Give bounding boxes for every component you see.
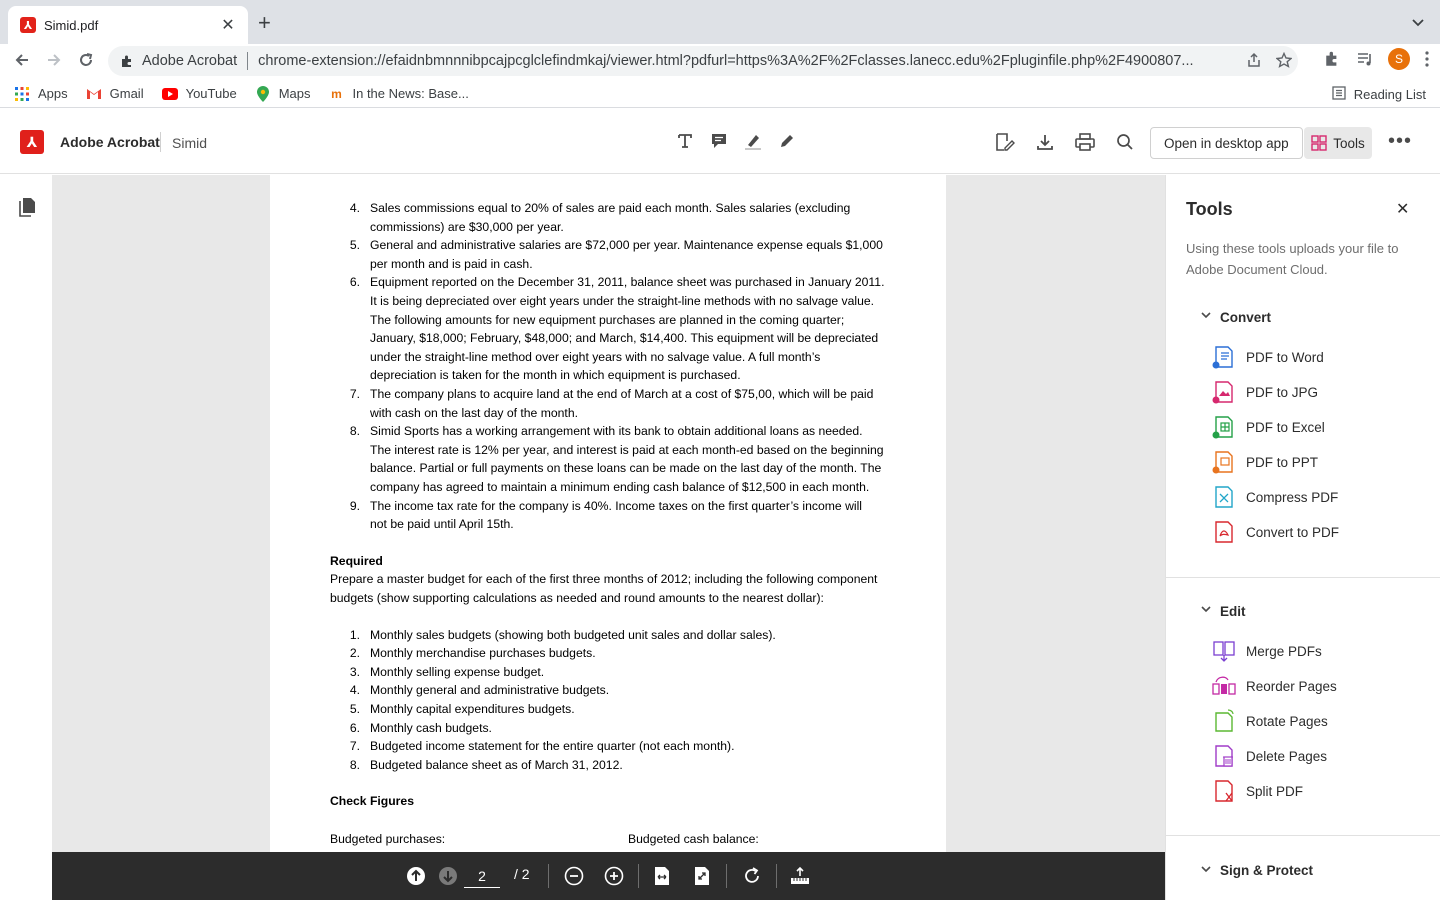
list-item-text: under the straight-line method over eight years with no salvage value. A full month’s: [370, 349, 821, 364]
highlight-icon[interactable]: [742, 130, 764, 152]
app-name: Adobe Acrobat: [60, 134, 160, 150]
pagebar-divider: [638, 864, 639, 888]
list-item-text: Monthly cash budgets.: [370, 720, 492, 735]
list-item-number: 8.: [349, 424, 360, 439]
comment-icon[interactable]: [708, 130, 730, 152]
tool-item-label: Split PDF: [1246, 783, 1304, 799]
convert-to-pdf-icon: [1212, 520, 1236, 544]
omnibox-separator: [247, 52, 248, 70]
omnibox-url: chrome-extension://efaidnbmnnnibpcajpcglclefindmkaj/viewer.html?pdfurl=https%3A%2F%2Fclasses.lanecc.edu%2Fpluginfile.php%2F4900807...: [258, 53, 1194, 69]
tool-item-label: PDF to Excel: [1246, 419, 1325, 435]
extensions-icon[interactable]: [1324, 50, 1342, 68]
list-item-number: 8.: [349, 757, 360, 772]
list-item-text: per month and is paid in cash.: [370, 256, 533, 271]
list-item-text: Budgeted balance sheet as of March 31, 2012.: [370, 757, 623, 772]
bookmark-in-the-news[interactable]: [328, 86, 468, 102]
list-item-text: Budgeted income statement for the entire quarter (not each month).: [370, 739, 735, 754]
bookmark-label: Apps: [38, 86, 68, 101]
pagebar-divider: [726, 864, 727, 888]
page-navigation-bar: [52, 852, 1165, 900]
total-pages: / 2: [514, 866, 530, 882]
rotate-pages-icon: [1212, 709, 1236, 733]
maps-icon: [255, 86, 271, 102]
tools-section-0[interactable]: Convert: [1220, 310, 1272, 325]
more-options-icon[interactable]: •••: [1388, 130, 1413, 152]
news-site-icon: m: [331, 86, 342, 101]
search-icon[interactable]: [1114, 131, 1136, 153]
tool-item[interactable]: [1212, 345, 1324, 369]
forward-arrow-icon[interactable]: [42, 48, 66, 72]
extension-puzzle-icon: [120, 54, 134, 68]
tool-item[interactable]: [1212, 415, 1325, 439]
tab-search-chevron-icon[interactable]: [1410, 14, 1426, 30]
list-item-text: Monthly general and administrative budgets.: [370, 683, 610, 698]
bookmark-label: Gmail: [109, 86, 144, 101]
list-item-text: The income tax rate for the company is 40%. Income taxes on the first quarter’s income will: [370, 498, 863, 513]
tools-grid-icon: [1311, 135, 1327, 151]
list-item-text: commissions) are $30,000 per year.: [370, 219, 564, 234]
bookmarks-bar: [0, 80, 1440, 108]
bookmark-label: In the News: Base...: [352, 86, 469, 101]
tool-item-label: Convert to PDF: [1246, 524, 1340, 540]
section-heading: Check Figures: [330, 794, 414, 809]
reading-list-label: Reading List: [1353, 87, 1426, 102]
print-icon[interactable]: [1074, 131, 1096, 153]
tools-section-2[interactable]: Sign & Protect: [1220, 863, 1314, 878]
list-item-number: 5.: [349, 238, 360, 253]
reload-icon[interactable]: [74, 48, 98, 72]
chevron-down-icon[interactable]: [1200, 309, 1212, 321]
share-icon[interactable]: [1246, 52, 1262, 68]
list-item-text: The following amounts for new equipment purchases are planned in the coming quarter;: [370, 312, 845, 327]
list-item-text: Monthly merchandise purchases budgets.: [370, 646, 596, 661]
tool-item-label: Compress PDF: [1246, 489, 1339, 505]
download-icon[interactable]: [1034, 131, 1056, 153]
list-item-number: 4.: [349, 201, 360, 215]
tool-item[interactable]: [1212, 709, 1328, 733]
gmail-icon: [86, 86, 102, 102]
list-item-number: 9.: [349, 498, 360, 513]
pdf-page: [270, 175, 946, 852]
list-item-text: It is being depreciated over eight years under the straight-line methods with no salvage value.: [370, 294, 875, 308]
tool-item[interactable]: [1212, 639, 1322, 663]
rotate-icon[interactable]: [740, 864, 764, 888]
document-actions: [994, 131, 1136, 153]
tool-item-label: Merge PDFs: [1246, 643, 1322, 659]
tab-close-icon[interactable]: ✕: [221, 17, 235, 34]
bookmark-apps[interactable]: [14, 86, 68, 102]
chevron-down-icon[interactable]: [1200, 603, 1212, 615]
tool-item-label: Delete Pages: [1246, 748, 1328, 764]
reorder-pages-icon: [1212, 674, 1236, 698]
pagebar-divider: [776, 864, 777, 888]
document-name: Simid: [172, 135, 208, 151]
address-bar[interactable]: [108, 46, 1298, 76]
toolbar-right-actions: [1324, 48, 1430, 70]
list-item-text: depreciation is taken for the month in which equipment is purchased.: [370, 368, 741, 383]
pdf-to-word-icon: [1212, 345, 1236, 369]
media-control-icon[interactable]: [1356, 50, 1374, 68]
check-figure-label: Budgeted cash balance:: [628, 831, 759, 846]
youtube-icon: [162, 86, 178, 102]
annotation-tools: [674, 130, 798, 152]
section-divider: [1166, 835, 1440, 836]
list-item-text: The company plans to acquire land at the end of March at a cost of $75,00, which will be paid: [370, 387, 874, 401]
chevron-down-icon[interactable]: [1200, 863, 1212, 875]
close-icon[interactable]: ✕: [1396, 201, 1410, 218]
next-page-icon[interactable]: [436, 864, 460, 888]
page-display-icon[interactable]: [788, 864, 812, 888]
acrobat-header: [0, 110, 1440, 174]
tool-item[interactable]: [1212, 779, 1303, 803]
list-item-text: company has agreed to maintain a minimum ending cash balance of $12,500 in each month.: [370, 480, 870, 494]
add-text-icon[interactable]: [674, 130, 696, 152]
list-item-number: 6.: [349, 275, 360, 290]
list-item-number: 7.: [349, 387, 360, 401]
tool-item-label: PDF to Word: [1246, 349, 1324, 365]
new-tab-icon[interactable]: +: [258, 10, 271, 35]
tab-strip: [0, 0, 1440, 44]
list-item-text: The interest rate is 12% per year, and interest is paid at each month-ed based on the beginning: [370, 442, 884, 457]
merge-pdfs-icon: [1212, 639, 1236, 663]
apps-grid-icon: [14, 86, 30, 102]
compress-pdf-icon: [1212, 485, 1236, 509]
fit-width-icon[interactable]: [650, 864, 674, 888]
list-item-text: General and administrative salaries are $72,000 per year. Maintenance expense equals $1,000: [370, 238, 883, 253]
tools-section-1[interactable]: Edit: [1220, 604, 1246, 619]
profile-avatar[interactable]: S: [1388, 48, 1410, 70]
tab-title: Simid.pdf: [44, 17, 99, 33]
list-item-text: Sales commissions equal to 20% of sales are paid each month. Sales salaries (excluding: [370, 201, 851, 215]
pagebar-divider: [548, 864, 549, 888]
pdf-to-ppt-icon: [1212, 450, 1236, 474]
tool-item[interactable]: [1212, 380, 1318, 404]
tool-item-label: PDF to PPT: [1246, 454, 1319, 470]
pdf-to-excel-icon: [1212, 415, 1236, 439]
browser-toolbar: [0, 44, 1440, 76]
list-item-text: not be paid until April 15th.: [370, 517, 514, 532]
tool-item-label: PDF to JPG: [1246, 384, 1319, 400]
list-item-number: 5.: [349, 702, 360, 716]
zoom-in-icon[interactable]: [602, 864, 626, 888]
list-item-text: balance. Partial or full payments on these loans can be made on the last day of the month. The: [370, 461, 882, 476]
list-item-number: 6.: [349, 720, 360, 735]
list-item-number: 4.: [349, 683, 360, 698]
bookmark-youtube[interactable]: [162, 86, 237, 102]
bookmark-maps[interactable]: [255, 86, 311, 102]
bookmark-label: Maps: [278, 86, 311, 101]
tool-item[interactable]: [1212, 520, 1339, 544]
delete-pages-icon: [1212, 744, 1236, 768]
paragraph-text: budgets (show supporting calculations as needed and round amounts to the nearest dollar):: [330, 591, 824, 605]
fill-sign-icon[interactable]: [994, 131, 1016, 153]
pdf-to-jpg-icon: [1212, 380, 1236, 404]
omnibox-site-name: Adobe Acrobat: [142, 53, 238, 69]
document-viewport[interactable]: [52, 175, 1165, 852]
tools-button-label: Tools: [1333, 135, 1365, 151]
bookmark-star-icon[interactable]: [1276, 52, 1292, 68]
list-item-text: Simid Sports has a working arrangement with its bank to obtain additional loans as needed.: [370, 424, 863, 439]
header-divider: [160, 132, 161, 152]
split-pdf-icon: [1212, 779, 1236, 803]
chrome-menu-icon[interactable]: [1424, 50, 1430, 68]
tools-panel-title: Tools: [1186, 199, 1233, 219]
section-heading: Required: [330, 553, 383, 568]
bookmark-gmail[interactable]: [86, 86, 144, 102]
tool-item-label: Reorder Pages: [1246, 678, 1337, 694]
section-divider: [1166, 577, 1440, 578]
tools-panel-description: Using these tools uploads your file to Adobe Document Cloud.: [1186, 241, 1399, 277]
tool-item[interactable]: [1212, 744, 1327, 768]
previous-page-icon[interactable]: [404, 864, 428, 888]
tools-panel: [1165, 175, 1440, 900]
list-item-text: Monthly sales budgets (showing both budgeted unit sales and dollar sales).: [370, 627, 776, 642]
adobe-acrobat-logo-icon: ⅄: [20, 130, 44, 154]
tool-item[interactable]: [1212, 450, 1318, 474]
open-in-desktop-app-button[interactable]: Open in desktop app: [1150, 127, 1303, 159]
list-item-number: 1.: [349, 627, 360, 642]
current-page-input[interactable]: 2: [464, 864, 500, 888]
list-item-number: 2.: [349, 646, 360, 661]
tab-simid-pdf[interactable]: [8, 6, 248, 44]
list-item-number: 7.: [349, 739, 360, 754]
tool-item-label: Rotate Pages: [1246, 713, 1328, 729]
draw-pencil-icon[interactable]: [776, 130, 798, 152]
paragraph-text: Prepare a master budget for each of the first three months of 2012; including the following component: [330, 572, 878, 587]
reading-list-button[interactable]: [1332, 86, 1426, 103]
tool-item[interactable]: [1212, 485, 1338, 509]
page-thumbnails-icon[interactable]: [18, 197, 36, 222]
zoom-out-icon[interactable]: [562, 864, 586, 888]
list-item-text: with cash on the last day of the month.: [370, 405, 578, 420]
acrobat-favicon-icon: ⅄: [20, 17, 36, 33]
left-rail: [0, 175, 52, 900]
tool-item[interactable]: [1212, 674, 1337, 698]
check-figure-label: Budgeted purchases:: [330, 831, 446, 846]
list-item-text: January, $18,000; February, $48,000; and March, $14,400. This equipment will be depreciated: [370, 331, 879, 346]
list-item-text: Equipment reported on the December 31, 2011, balance sheet was purchased in January 2011.: [370, 275, 885, 290]
fit-page-icon[interactable]: [690, 864, 714, 888]
list-item-number: 3.: [349, 664, 360, 679]
tools-toggle-button[interactable]: [1304, 127, 1372, 159]
reading-list-icon: [1332, 86, 1346, 103]
list-item-text: Monthly selling expense budget.: [370, 664, 545, 679]
bookmark-label: YouTube: [185, 86, 237, 101]
list-item-text: Monthly capital expenditures budgets.: [370, 702, 575, 716]
back-arrow-icon[interactable]: [10, 48, 34, 72]
